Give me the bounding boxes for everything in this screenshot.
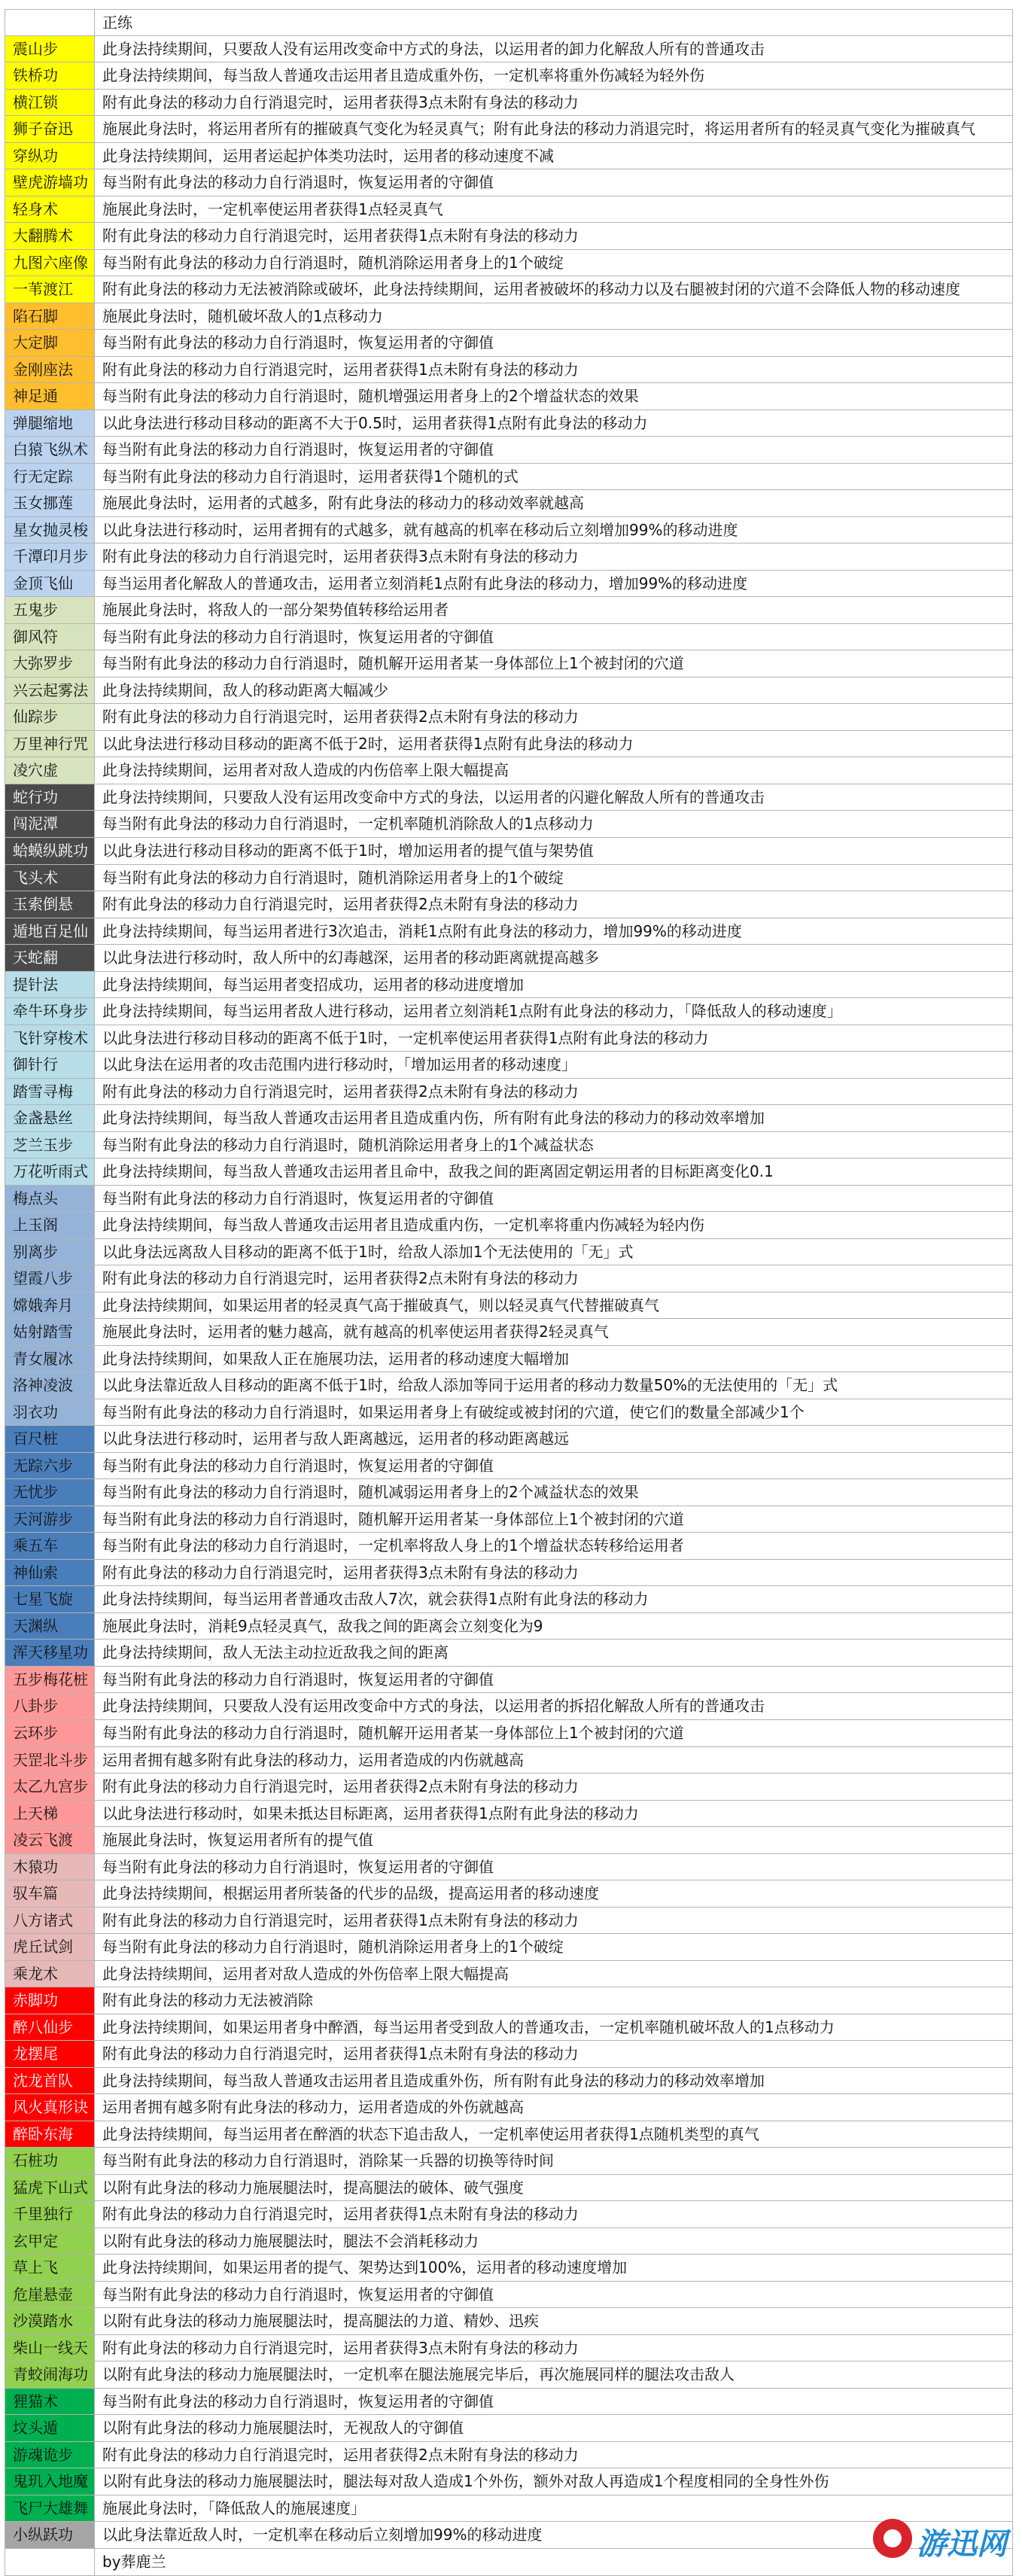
table-row: [5, 2201, 1013, 2228]
skill-name: 陷石脚: [5, 303, 95, 330]
skill-description: 此身法持续期间，运用者运起护体类功法时，运用者的移动速度不减: [95, 143, 1013, 169]
skill-name: 沈龙首队: [5, 2068, 95, 2094]
table-row: [5, 1132, 1013, 1159]
skill-description: 附有此身法的移动力自行消退完时，运用者获得2点未附有身法的移动力: [95, 2442, 1013, 2468]
skill-description: 以此身法靠近敌人时，一定机率在移动后立刻增加99%的移动进度: [95, 2522, 1013, 2548]
skill-description: 附有此身法的移动力自行消退完时，运用者获得3点未附有身法的移动力: [95, 544, 1013, 570]
skill-description: 附有此身法的移动力自行消退完时，运用者获得3点未附有身法的移动力: [95, 90, 1013, 116]
skill-name: 洛神凌波: [5, 1372, 95, 1399]
table-row: [5, 2014, 1013, 2042]
skill-name: 别离步: [5, 1239, 95, 1265]
skill-name: 上天梯: [5, 1801, 95, 1827]
table-row: [5, 1426, 1013, 1453]
table-row: [5, 1667, 1013, 1694]
skill-description: 此身法持续期间，根据运用者所装备的代步的品级，提高运用者的移动速度: [95, 1880, 1013, 1907]
skill-description: 附有此身法的移动力自行消退完时，运用者获得3点未附有身法的移动力: [95, 1560, 1013, 1586]
skill-description: 每当附有此身法的移动力自行消退时，恢复运用者的守御值: [95, 1854, 1013, 1880]
table-row: [5, 1346, 1013, 1373]
skill-name: 羽衣功: [5, 1399, 95, 1426]
skill-description: 此身法持续期间，敌人的移动距离大幅减少: [95, 677, 1013, 704]
table-row: [5, 1052, 1013, 1079]
table-row: [5, 2175, 1013, 2202]
table-row: [5, 2389, 1013, 2416]
skill-name: 千里独行: [5, 2201, 95, 2227]
table-row: [5, 2068, 1013, 2095]
table-row: [5, 1747, 1013, 1774]
skill-name: 云环步: [5, 1720, 95, 1746]
skill-description: 以此身法靠近敌人目移动的距离不低于1时，给敌人添加等同于运用者的移动力数量50%的无法使用的「无」式: [95, 1372, 1013, 1399]
table-row: [5, 276, 1013, 303]
skill-name: 天河游步: [5, 1506, 95, 1533]
table-row: [5, 704, 1013, 731]
skill-name: 轻身术: [5, 196, 95, 223]
skill-name: 太乙九宫步: [5, 1774, 95, 1800]
skill-description: 每当附有此身法的移动力自行消退时，恢复运用者的守御值: [95, 1453, 1013, 1479]
table-row: [5, 2415, 1013, 2442]
table-row: [5, 1079, 1013, 1106]
skill-name: 横江锁: [5, 90, 95, 116]
table-row: [5, 196, 1013, 224]
table-row: [5, 2255, 1013, 2282]
skill-name: 木猿功: [5, 1854, 95, 1880]
skill-name: 天渊纵: [5, 1613, 95, 1640]
table-row: [5, 677, 1013, 705]
skill-name: 兴云起雾法: [5, 677, 95, 704]
skill-name: 驭车篇: [5, 1880, 95, 1907]
table-row: [5, 490, 1013, 517]
table-row: [5, 1961, 1013, 1988]
skill-description: 每当附有此身法的移动力自行消退时，恢复运用者的守御值: [95, 2282, 1013, 2308]
skill-name: 乘龙术: [5, 1961, 95, 1987]
skill-description: 每当附有此身法的移动力自行消退时，恢复运用者的守御值: [95, 169, 1013, 196]
skill-name: 飞尸大雄舞: [5, 2495, 95, 2522]
table-row: [5, 1239, 1013, 1266]
skill-name: 九图六座像: [5, 250, 95, 276]
table-row: [5, 2121, 1013, 2148]
skill-name: 青蛟闹海功: [5, 2361, 95, 2388]
table-body: [5, 36, 1013, 2549]
table-row: [5, 1265, 1013, 1293]
table-row: [5, 223, 1013, 250]
table-row: [5, 62, 1013, 90]
skill-description: 施展此身法时，将运用者所有的摧破真气变化为轻灵真气；附有此身法的移动力消退完时，将运用者所有的轻灵真气变化为摧破真气: [95, 116, 1013, 142]
skill-description: 每当附有此身法的移动力自行消退时，恢复运用者的守御值: [95, 1186, 1013, 1212]
skill-name: 姑射踏雪: [5, 1319, 95, 1345]
table-row: [5, 624, 1013, 651]
skill-description: 每当附有此身法的移动力自行消退时，恢复运用者的守御值: [95, 624, 1013, 650]
skill-name: 小纵跃功: [5, 2522, 95, 2548]
table-row: [5, 650, 1013, 677]
table-row: [5, 1105, 1013, 1132]
table-row: [5, 757, 1013, 784]
skill-description: 以附有此身法的移动力施展腿法时，无视敌人的守御值: [95, 2415, 1013, 2441]
table-row: [5, 1212, 1013, 1239]
skill-description: 施展此身法时，一定机率使运用者获得1点轻灵真气: [95, 196, 1013, 223]
table-header: [5, 9, 1013, 36]
table-row: [5, 2094, 1013, 2121]
skill-description: 以此身法进行移动时，敌人所中的幻毒越深，运用者的移动距离就提高越多: [95, 945, 1013, 971]
skill-name: 凌云飞渡: [5, 1827, 95, 1853]
table-row: [5, 891, 1013, 918]
skill-name: 御针行: [5, 1052, 95, 1078]
table-row: [5, 918, 1013, 945]
skill-name: 壁虎游墙功: [5, 169, 95, 196]
skill-name: 无忧步: [5, 1479, 95, 1506]
table-row: [5, 116, 1013, 143]
table-row: [5, 464, 1013, 491]
skill-name: 赤脚功: [5, 1987, 95, 2014]
skill-description: 以此身法进行移动目移动的距离不低于2时，运用者获得1点附有此身法的移动力: [95, 731, 1013, 757]
table-row: [5, 1506, 1013, 1533]
table-row: [5, 517, 1013, 544]
skill-name: 醉卧东海: [5, 2121, 95, 2148]
skill-description: 此身法持续期间，如果敌人正在施展功法，运用者的移动速度大幅增加: [95, 1346, 1013, 1372]
skill-name: 坟头遁: [5, 2415, 95, 2441]
skill-description: 运用者拥有越多附有此身法的移动力，运用者造成的内伤就越高: [95, 1747, 1013, 1774]
skill-description: 附有此身法的移动力无法被消除: [95, 1987, 1013, 2014]
skill-description: 施展此身法时，恢复运用者所有的提气值: [95, 1827, 1013, 1853]
skill-description: 以此身法进行移动目移动的距离不低于1时，增加运用者的提气值与架势值: [95, 838, 1013, 864]
skill-description: 此身法持续期间，只要敌人没有运用改变命中方式的身法，以运用者的卸力化解敌人所有的普通攻击: [95, 36, 1013, 62]
skill-name: 弹腿缩地: [5, 410, 95, 437]
skill-name: 狸猫术: [5, 2389, 95, 2415]
skill-description: 附有此身法的移动力自行消退完时，运用者获得2点未附有身法的移动力: [95, 1079, 1013, 1105]
table-row: [5, 544, 1013, 571]
skill-name: 天蛇翻: [5, 945, 95, 971]
skill-description: 每当附有此身法的移动力自行消退时，一定机率随机消除敌人的1点移动力: [95, 811, 1013, 837]
skill-description: 此身法持续期间，敌人无法主动拉近敌我之间的距离: [95, 1640, 1013, 1666]
skill-name: 猛虎下山式: [5, 2175, 95, 2201]
skill-description: 每当附有此身法的移动力自行消退时，一定机率将敌人身上的1个增益状态转移给运用者: [95, 1533, 1013, 1559]
skill-name: 风火真形诀: [5, 2094, 95, 2121]
skill-name: 大定脚: [5, 330, 95, 356]
skill-name: 上玉阁: [5, 1212, 95, 1238]
table-row: [5, 972, 1013, 999]
skill-description: 每当附有此身法的移动力自行消退时，随机解开运用者某一身体部位上1个被封闭的穴道: [95, 650, 1013, 677]
skill-description: 附有此身法的移动力自行消退完时，运用者获得1点未附有身法的移动力: [95, 2041, 1013, 2067]
skill-description: 附有此身法的移动力自行消退完时，运用者获得3点未附有身法的移动力: [95, 2335, 1013, 2361]
table-row: [5, 2335, 1013, 2362]
skill-description: 以附有此身法的移动力施展腿法时，提高腿法的力道、精妙、迅疾: [95, 2308, 1013, 2334]
table-row: [5, 1479, 1013, 1506]
skill-name: 天罡北斗步: [5, 1747, 95, 1774]
skill-name: 乘五车: [5, 1533, 95, 1559]
table-row: [5, 597, 1013, 624]
table-row: [5, 1613, 1013, 1640]
table-row: [5, 2148, 1013, 2175]
skill-description: 施展此身法时，运用者的式越多，附有此身法的移动力的移动效率就越高: [95, 490, 1013, 516]
skill-name: 御风符: [5, 624, 95, 650]
skill-name: 危崖悬壶: [5, 2282, 95, 2308]
table-row: [5, 250, 1013, 277]
footer-name-cell: [5, 2549, 95, 2575]
skill-name: 金刚座法: [5, 357, 95, 383]
skill-description: 每当附有此身法的移动力自行消退时，恢复运用者的守御值: [95, 2389, 1013, 2415]
skill-description: 以附有此身法的移动力施展腿法时，腿法每对敌人造成1个外伤，额外对敌人再造成1个程度相同的全身性外伤: [95, 2468, 1013, 2495]
table-row: [5, 1908, 1013, 1935]
skill-description: 以附有此身法的移动力施展腿法时，提高腿法的破体、破气强度: [95, 2175, 1013, 2201]
table-row: [5, 1987, 1013, 2014]
skill-description: 每当附有此身法的移动力自行消退时，如果运用者身上有破绽或被封闭的穴道，使它们的数量全部减少1个: [95, 1399, 1013, 1426]
table-row: [5, 1801, 1013, 1828]
skill-description: 此身法持续期间，每当运用者变招成功，运用者的移动进度增加: [95, 972, 1013, 998]
table-row: [5, 1934, 1013, 1961]
skill-name: 神足通: [5, 383, 95, 410]
table-row: [5, 36, 1013, 63]
skill-description: 每当附有此身法的移动力自行消退时，恢复运用者的守御值: [95, 330, 1013, 356]
author-credit: by葬鹿兰: [95, 2549, 1013, 2575]
table-row: [5, 1025, 1013, 1052]
table-row: [5, 1640, 1013, 1667]
skill-name: 踏雪寻梅: [5, 1079, 95, 1105]
skill-name: 白猿飞纵术: [5, 437, 95, 463]
skill-name: 百尺桩: [5, 1426, 95, 1452]
skill-description: 此身法持续期间，每当运用者进行3次追击，消耗1点附有此身法的移动力，增加99%的移动进度: [95, 918, 1013, 945]
skill-description: 施展此身法时，「降低敌人的施展速度」: [95, 2495, 1013, 2522]
table-row: [5, 1399, 1013, 1427]
skill-name: 龙摆尾: [5, 2041, 95, 2067]
skill-description: 此身法持续期间，每当敌人普通攻击运用者且造成重内伤，所有附有此身法的移动力的移动效率增加: [95, 1105, 1013, 1131]
skill-table: [5, 9, 1013, 2576]
table-row: [5, 571, 1013, 598]
skill-description: 每当附有此身法的移动力自行消退时，恢复运用者的守御值: [95, 1667, 1013, 1693]
skill-description: 以此身法进行移动时，如果未抵达目标距离，运用者获得1点附有此身法的移动力: [95, 1801, 1013, 1827]
skill-name: 玉索倒悬: [5, 891, 95, 918]
skill-name: 五鬼步: [5, 597, 95, 623]
table-footer: [5, 2549, 1013, 2576]
table-row: [5, 1372, 1013, 1399]
table-row: [5, 330, 1013, 357]
skill-name: 闯泥潭: [5, 811, 95, 837]
skill-description: 此身法持续期间，每当敌人普通攻击运用者且造成重内伤，一定机率将重内伤减轻为轻内伤: [95, 1212, 1013, 1238]
skill-name: 大翻腾术: [5, 223, 95, 249]
table-row: [5, 437, 1013, 464]
skill-name: 铁桥功: [5, 62, 95, 89]
skill-name: 沙漠踏水: [5, 2308, 95, 2334]
skill-description: 施展此身法时，运用者的魅力越高，就有越高的机率使运用者获得2轻灵真气: [95, 1319, 1013, 1345]
skill-name: 虎丘试剑: [5, 1934, 95, 1960]
table-row: [5, 1533, 1013, 1560]
skill-name: 七星飞旋: [5, 1586, 95, 1612]
table-row: [5, 2495, 1013, 2523]
skill-name: 震山步: [5, 36, 95, 62]
table-row: [5, 1827, 1013, 1854]
table-row: [5, 731, 1013, 758]
watermark-logo: [870, 2516, 1011, 2562]
skill-description: 此身法持续期间，如果运用者的提气、架势达到100%，运用者的移动速度增加: [95, 2255, 1013, 2281]
skill-name: 玄甲定: [5, 2228, 95, 2255]
skill-description: 附有此身法的移动力自行消退完时，运用者获得1点未附有身法的移动力: [95, 223, 1013, 249]
table-row: [5, 811, 1013, 838]
skill-description: 此身法持续期间，每当敌人普通攻击运用者且造成重外伤，一定机率将重外伤减轻为轻外伤: [95, 62, 1013, 89]
skill-description: 每当附有此身法的移动力自行消退时，运用者获得1个随机的式: [95, 464, 1013, 490]
table-row: [5, 410, 1013, 437]
table-row: [5, 2361, 1013, 2389]
skill-name: 行无定踪: [5, 464, 95, 490]
skill-description: 以此身法进行移动时，运用者与敌人距离越远，运用者的移动距离越远: [95, 1426, 1013, 1452]
table-row: [5, 1453, 1013, 1480]
table-row: [5, 357, 1013, 384]
skill-name: 醉八仙步: [5, 2014, 95, 2041]
skill-name: 游魂诡步: [5, 2442, 95, 2468]
table-row: [5, 1693, 1013, 1720]
table-row: [5, 1720, 1013, 1747]
skill-name: 狮子奋迅: [5, 116, 95, 142]
skill-description: 以此身法远离敌人目移动的距离不低于1时，给敌人添加1个无法使用的「无」式: [95, 1239, 1013, 1265]
table-row: [5, 998, 1013, 1025]
skill-description: 此身法持续期间，每当敌人普通攻击运用者且命中，敌我之间的距离固定朝运用者的目标距离变化0.1: [95, 1159, 1013, 1185]
skill-name: 大弥罗步: [5, 650, 95, 677]
skill-description: 每当附有此身法的移动力自行消退时，随机消除运用者身上的1个破绽: [95, 250, 1013, 276]
table-row: [5, 865, 1013, 892]
skill-name: 星女抛灵梭: [5, 517, 95, 544]
table-row: [5, 1560, 1013, 1587]
skill-description: 此身法持续期间，运用者对敌人造成的外伤倍率上限大幅提高: [95, 1961, 1013, 1987]
table-row: [5, 303, 1013, 330]
skill-name: 千潭印月步: [5, 544, 95, 570]
header-title: 正练: [95, 10, 1013, 35]
skill-name: 望霞八步: [5, 1265, 95, 1292]
skill-description: 此身法持续期间，每当敌人普通攻击运用者且造成重外伤，所有附有此身法的移动力的移动效率增加: [95, 2068, 1013, 2094]
skill-description: 此身法持续期间，运用者对敌人造成的内伤倍率上限大幅提高: [95, 757, 1013, 784]
table-row: [5, 90, 1013, 117]
table-row: [5, 2041, 1013, 2068]
skill-name: 穿纵功: [5, 143, 95, 169]
table-row: [5, 784, 1013, 811]
skill-name: 飞针穿梭术: [5, 1025, 95, 1052]
skill-description: 每当附有此身法的移动力自行消退时，随机消除运用者身上的1个减益状态: [95, 1132, 1013, 1159]
table-row: [5, 945, 1013, 972]
skill-name: 玉女挪莲: [5, 490, 95, 516]
skill-name: 八方诸式: [5, 1908, 95, 1934]
skill-description: 运用者拥有越多附有此身法的移动力，运用者造成的外伤就越高: [95, 2094, 1013, 2121]
logo-ring-icon: [873, 2519, 912, 2558]
skill-description: 每当附有此身法的移动力自行消退时，随机减弱运用者身上的2个减益状态的效果: [95, 1479, 1013, 1506]
skill-description: 每当运用者化解敌人的普通攻击，运用者立刻消耗1点附有此身法的移动力，增加99%的移动进度: [95, 571, 1013, 597]
skill-description: 附有此身法的移动力自行消退完时，运用者获得1点未附有身法的移动力: [95, 1908, 1013, 1934]
skill-name: 金顶飞仙: [5, 571, 95, 597]
skill-name: 鬼玑入地魔: [5, 2468, 95, 2495]
skill-description: 每当附有此身法的移动力自行消退时，恢复运用者的守御值: [95, 437, 1013, 463]
skill-name: 凌穴虚: [5, 757, 95, 784]
skill-name: 提针法: [5, 972, 95, 998]
header-name-cell: [5, 10, 95, 35]
skill-name: 五步梅花桩: [5, 1667, 95, 1693]
skill-name: 石桩功: [5, 2148, 95, 2174]
skill-description: 附有此身法的移动力自行消退完时，运用者获得2点未附有身法的移动力: [95, 704, 1013, 730]
skill-description: 以附有此身法的移动力施展腿法时，腿法不会消耗移动力: [95, 2228, 1013, 2255]
table-row: [5, 169, 1013, 196]
skill-name: 遁地百足仙: [5, 918, 95, 945]
skill-description: 以附有此身法的移动力施展腿法时，一定机率在腿法施展完毕后，再次施展同样的腿法攻击敌人: [95, 2361, 1013, 2388]
skill-name: 无踪六步: [5, 1453, 95, 1479]
table-row: [5, 143, 1013, 170]
table-row: [5, 1774, 1013, 1801]
skill-description: 以此身法进行移动目移动的距离不低于1时，一定机率使运用者获得1点附有此身法的移动力: [95, 1025, 1013, 1052]
table-row: [5, 1293, 1013, 1320]
skill-description: 每当附有此身法的移动力自行消退时，随机解开运用者某一身体部位上1个被封闭的穴道: [95, 1506, 1013, 1533]
skill-name: 一苇渡江: [5, 276, 95, 303]
skill-name: 梅点头: [5, 1186, 95, 1212]
table-row: [5, 2282, 1013, 2309]
table-row: [5, 1854, 1013, 1881]
skill-name: 万花听雨式: [5, 1159, 95, 1185]
skill-name: 芝兰玉步: [5, 1132, 95, 1159]
table-row: [5, 1319, 1013, 1346]
skill-name: 神仙索: [5, 1560, 95, 1586]
skill-description: 此身法持续期间，只要敌人没有运用改变命中方式的身法，以运用者的拆招化解敌人所有的普通攻击: [95, 1693, 1013, 1719]
skill-name: 牵牛环身步: [5, 998, 95, 1025]
table-row: [5, 1586, 1013, 1613]
skill-description: 每当附有此身法的移动力自行消退时，随机增强运用者身上的2个增益状态的效果: [95, 383, 1013, 410]
skill-name: 柴山一线天: [5, 2335, 95, 2361]
skill-name: 金盏悬丝: [5, 1105, 95, 1131]
skill-description: 每当附有此身法的移动力自行消退时，随机消除运用者身上的1个破绽: [95, 1934, 1013, 1960]
skill-description: 此身法持续期间，每当运用者敌人进行移动，运用者立刻消耗1点附有此身法的移动力，「降低敌人的移动速度」: [95, 998, 1013, 1025]
skill-name: 浑天移星功: [5, 1640, 95, 1666]
table-row: [5, 2308, 1013, 2335]
skill-description: 附有此身法的移动力无法被消除或破坏，此身法持续期间，运用者被破坏的移动力以及右腿被封闭的穴道不会降低人物的移动速度: [95, 276, 1013, 303]
skill-name: 嫦娥奔月: [5, 1293, 95, 1319]
skill-description: 此身法持续期间，每当运用者在醉酒的状态下追击敌人，一定机率使运用者获得1点随机类型的真气: [95, 2121, 1013, 2148]
skill-description: 附有此身法的移动力自行消退完时，运用者获得1点未附有身法的移动力: [95, 357, 1013, 383]
skill-description: 以此身法在运用者的攻击范围内进行移动时，「增加运用者的移动速度」: [95, 1052, 1013, 1078]
skill-description: 此身法持续期间，每当运用者普通攻击敌人7次，就会获得1点附有此身法的移动力: [95, 1586, 1013, 1612]
skill-name: 草上飞: [5, 2255, 95, 2281]
skill-description: 附有此身法的移动力自行消退完时，运用者获得1点未附有身法的移动力: [95, 2201, 1013, 2227]
skill-description: 以此身法进行移动目移动的距离不大于0.5时，运用者获得1点附有此身法的移动力: [95, 410, 1013, 437]
skill-name: 蛤蟆纵跳功: [5, 838, 95, 864]
skill-description: 每当附有此身法的移动力自行消退时，随机消除运用者身上的1个破绽: [95, 865, 1013, 891]
table-row: [5, 383, 1013, 410]
skill-description: 施展此身法时，随机破坏敌人的1点移动力: [95, 303, 1013, 330]
table-row: [5, 2468, 1013, 2495]
skill-name: 万里神行咒: [5, 731, 95, 757]
skill-description: 附有此身法的移动力自行消退完时，运用者获得2点未附有身法的移动力: [95, 1265, 1013, 1292]
table-row: [5, 1186, 1013, 1213]
skill-name: 青女履冰: [5, 1346, 95, 1372]
skill-description: 此身法持续期间，只要敌人没有运用改变命中方式的身法，以运用者的闪避化解敌人所有的普通攻击: [95, 784, 1013, 811]
skill-description: 此身法持续期间，如果运用者的轻灵真气高于摧破真气，则以轻灵真气代替摧破真气: [95, 1293, 1013, 1319]
skill-name: 飞头术: [5, 865, 95, 891]
table-row: [5, 2522, 1013, 2549]
skill-description: 每当附有此身法的移动力自行消退时，随机解开运用者某一身体部位上1个被封闭的穴道: [95, 1720, 1013, 1746]
skill-description: 附有此身法的移动力自行消退完时，运用者获得2点未附有身法的移动力: [95, 1774, 1013, 1800]
watermark-text: 游迅网: [917, 2527, 1007, 2562]
skill-description: 以此身法进行移动时，运用者拥有的式越多，就有越高的机率在移动后立刻增加99%的移动进度: [95, 517, 1013, 544]
table-row: [5, 2228, 1013, 2255]
table-row: [5, 838, 1013, 865]
table-row: [5, 1159, 1013, 1186]
skill-name: 仙踪步: [5, 704, 95, 730]
table-row: [5, 1880, 1013, 1908]
skill-name: 蛇行功: [5, 784, 95, 811]
skill-description: 此身法持续期间，如果运用者身中醉酒，每当运用者受到敌人的普通攻击，一定机率随机破坏敌人的1点移动力: [95, 2014, 1013, 2041]
skill-description: 附有此身法的移动力自行消退完时，运用者获得2点未附有身法的移动力: [95, 891, 1013, 918]
skill-description: 施展此身法时，消耗9点轻灵真气，敌我之间的距离会立刻变化为9: [95, 1613, 1013, 1640]
skill-description: 每当附有此身法的移动力自行消退时，消除某一兵器的切换等待时间: [95, 2148, 1013, 2174]
skill-name: 八卦步: [5, 1693, 95, 1719]
skill-description: 施展此身法时，将敌人的一部分架势值转移给运用者: [95, 597, 1013, 623]
table-row: [5, 2442, 1013, 2469]
